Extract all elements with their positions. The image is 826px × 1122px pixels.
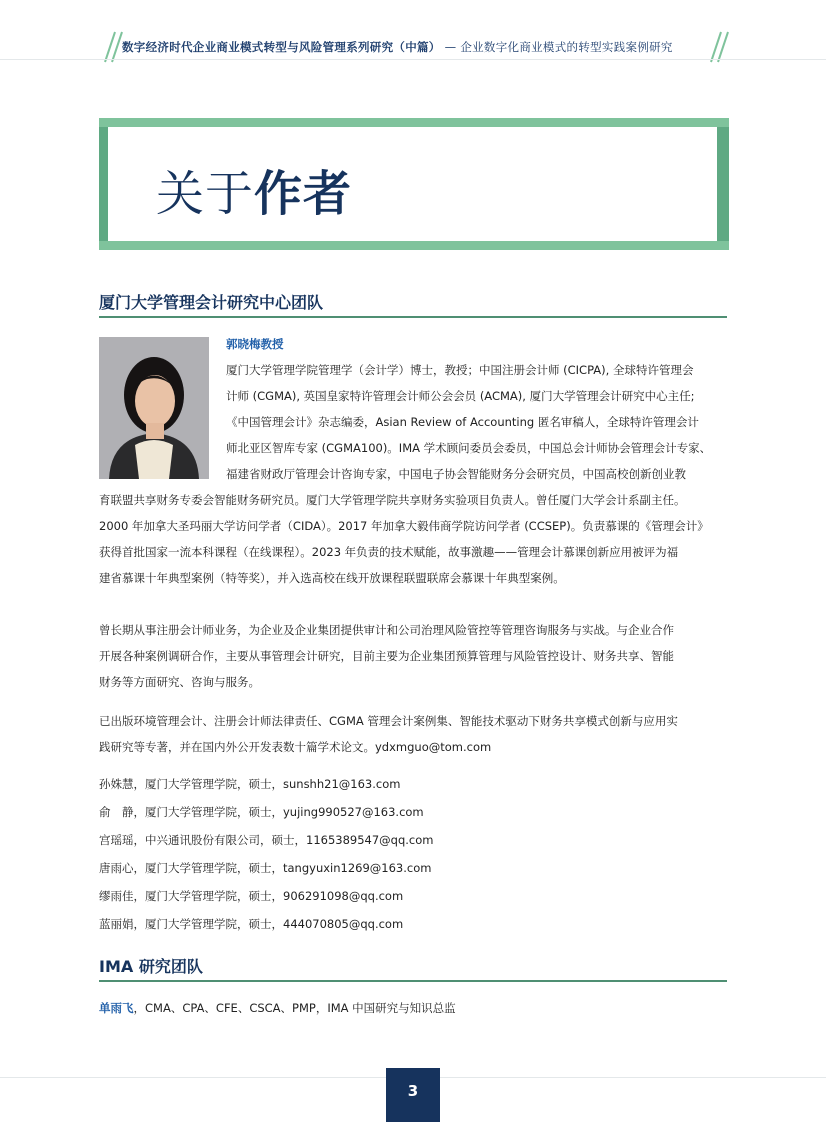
author-paragraph-2 bbox=[99, 617, 674, 695]
bio-line: 获得首批国家一流本科课程（在线课程）。2023 年负责的技术赋能，故事激趣——管理会计慕课创新应用被评为福 bbox=[99, 545, 679, 559]
running-header-title bbox=[122, 39, 712, 55]
team-member: 蓝丽娟，厦门大学管理学院，硕士，444070805@qq.com bbox=[99, 917, 404, 931]
ima-member-details: ，CMA、CPA、CFE、CSCA、PMP，IMA 中国研究与知识总监 bbox=[133, 1001, 456, 1015]
page-number: 3 bbox=[386, 1068, 440, 1122]
page-title-box bbox=[99, 118, 729, 250]
bio-line: 《中国管理会计》杂志编委，Asian Review of Accounting 匿名审稿人，全球特许管理会计 bbox=[226, 415, 699, 429]
section-divider bbox=[99, 316, 727, 318]
bio-line: 建省慕课十年典型案例（特等奖），并入选高校在线开放课程联盟联席会慕课十年典型案例。 bbox=[99, 571, 565, 585]
header-title-rest: — 企业数字化商业模式的转型实践案例研究 bbox=[444, 40, 673, 54]
header-divider bbox=[0, 59, 826, 60]
ima-member bbox=[99, 1000, 456, 1016]
author-name: 郭晓梅教授 bbox=[226, 337, 284, 351]
bio-line: 育联盟共享财务专委会智能财务研究员。厦门大学管理学院共享财务实验项目负责人。曾任厦门大学会计系副主任。 bbox=[99, 493, 686, 507]
section-divider bbox=[99, 980, 727, 982]
para-line: 财务等方面研究、咨询与服务。 bbox=[99, 675, 260, 689]
bio-line: 福建省财政厅管理会计咨询专家，中国电子协会智能财务分会研究员，中国高校创新创业教 bbox=[226, 467, 686, 481]
team-member: 宫瑶瑶，中兴通讯股份有限公司，硕士，1165389547@qq.com bbox=[99, 833, 434, 847]
team-member: 俞 静，厦门大学管理学院，硕士，yujing990527@163.com bbox=[99, 805, 424, 819]
team-member: 孙姝慧，厦门大学管理学院，硕士，sunshh21@163.com bbox=[99, 777, 401, 791]
para-line: 曾长期从事注册会计师业务，为企业及企业集团提供审计和公司治理风险管控等管理咨询服务与实战。与企业合作 bbox=[99, 623, 674, 637]
bio-line: 师北亚区智库专家 (CGMA100)。IMA 学术顾问委员会委员，中国总会计师协会管理会计专家、 bbox=[226, 441, 712, 455]
page-title-part2: 作者 bbox=[254, 166, 353, 222]
para-line: 践研究等专著，并在国内外公开发表数十篇学术论文。ydxmguo@tom.com bbox=[99, 740, 492, 754]
page-title-part1: 关于 bbox=[156, 166, 255, 222]
para-line: 开展各种案例调研合作，主要从事管理会计研究，目前主要为企业集团预算管理与风险管控设计、财务共享、智能 bbox=[99, 649, 674, 663]
bio-line: 厦门大学管理学院管理学（会计学）博士，教授；中国注册会计师 (CICPA), 全球特许管理会 bbox=[226, 363, 694, 377]
para-line: 已出版环境管理会计、注册会计师法律责任、CGMA 管理会计案例集、智能技术驱动下财务共享模式创新与应用实 bbox=[99, 714, 678, 728]
title-box-accent-bottom bbox=[99, 241, 729, 250]
bio-line: 计师 (CGMA), 英国皇家特许管理会计师公会会员 (ACMA), 厦门大学管理会计研究中心主任; bbox=[226, 389, 695, 403]
page-title bbox=[156, 155, 352, 224]
section-title-ima: IMA 研究团队 bbox=[99, 957, 203, 976]
author-bio-full bbox=[99, 487, 709, 591]
running-header bbox=[0, 30, 826, 62]
author-photo bbox=[99, 337, 209, 479]
title-box-inner bbox=[108, 127, 717, 241]
ima-member-name: 单雨飞 bbox=[99, 1001, 134, 1015]
section-title-xmu: 厦门大学管理会计研究中心团队 bbox=[99, 293, 324, 312]
author-bio-wrapped bbox=[226, 357, 711, 487]
author-paragraph-3 bbox=[99, 708, 678, 760]
bio-line: 2000 年加拿大圣玛丽大学访问学者（CIDA）。2017 年加拿大毅伟商学院访问学者 (CCSEP)。负责慕课的《管理会计》 bbox=[99, 519, 709, 533]
portrait-image bbox=[99, 337, 209, 479]
title-box-accent-top bbox=[99, 118, 729, 127]
header-title-bold: 数字经济时代企业商业模式转型与风险管理系列研究（中篇） bbox=[122, 40, 441, 54]
team-member: 缪雨佳，厦门大学管理学院，硕士，906291098@qq.com bbox=[99, 889, 404, 903]
team-member: 唐雨心，厦门大学管理学院，硕士，tangyuxin1269@163.com bbox=[99, 861, 432, 875]
